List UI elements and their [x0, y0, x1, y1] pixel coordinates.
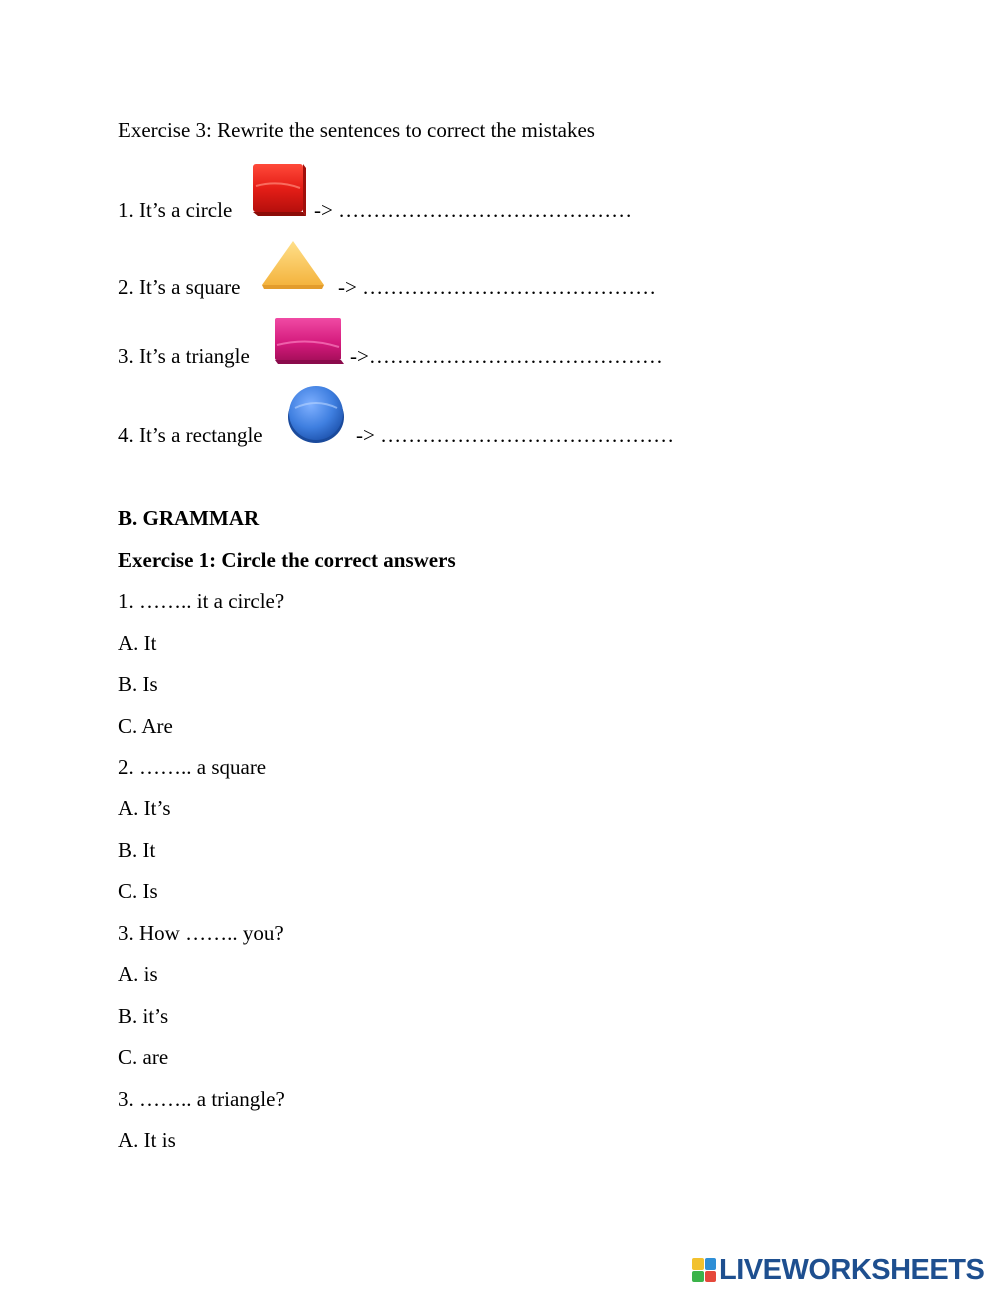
grammar-option-1a[interactable]: A. It	[118, 631, 157, 655]
pink-rectangle-shape-icon	[272, 315, 344, 367]
yellow-triangle-shape-icon	[258, 238, 328, 294]
grammar-option-2a[interactable]: A. It’s	[118, 796, 171, 820]
logo-text: LIVEWORKSHEETS	[719, 1253, 985, 1286]
exercise3-title: Exercise 3: Rewrite the sentences to correct the mistakes	[118, 118, 595, 142]
liveworksheets-logo	[692, 1252, 992, 1288]
exercise3-item-3-text: 3. It’s a triangle	[118, 344, 250, 368]
liveworksheets-logo-icon	[692, 1258, 716, 1282]
grammar-option-3a[interactable]: A. is	[118, 962, 158, 986]
grammar-question-4: 3. …….. a triangle?	[118, 1087, 285, 1111]
exercise3-item-3-answer-blank[interactable]: ->……………………………………	[350, 344, 663, 368]
red-square-shape-icon	[250, 160, 306, 218]
exercise3-item-4-text: 4. It’s a rectangle	[118, 423, 263, 447]
grammar-option-3c[interactable]: C. are	[118, 1045, 169, 1069]
grammar-option-3b[interactable]: B. it’s	[118, 1004, 169, 1028]
grammar-question-1: 1. …….. it a circle?	[118, 589, 285, 613]
exercise3-item-2-text: 2. It’s a square	[118, 275, 241, 299]
exercise3-item-1-text: 1. It’s a circle	[118, 198, 233, 222]
grammar-question-2: 2. …….. a square	[118, 755, 267, 779]
grammar-option-2c[interactable]: C. Is	[118, 879, 158, 903]
exercise3-item-1-answer-blank[interactable]: -> ……………………………………	[314, 198, 633, 222]
grammar-option-1b[interactable]: B. Is	[118, 672, 158, 696]
section-heading: B. GRAMMAR	[118, 506, 260, 530]
grammar-option-1c[interactable]: C. Are	[118, 714, 173, 738]
grammar-question-3: 3. How …….. you?	[118, 921, 284, 945]
grammar-option-2b[interactable]: B. It	[118, 838, 156, 862]
blue-circle-shape-icon	[285, 384, 347, 444]
exercise3-item-2-answer-blank[interactable]: -> ……………………………………	[338, 275, 657, 299]
grammar-option-4a[interactable]: A. It is	[118, 1128, 176, 1152]
exercise1-title: Exercise 1: Circle the correct answers	[118, 548, 456, 572]
exercise3-item-4-answer-blank[interactable]: -> ……………………………………	[356, 423, 675, 447]
